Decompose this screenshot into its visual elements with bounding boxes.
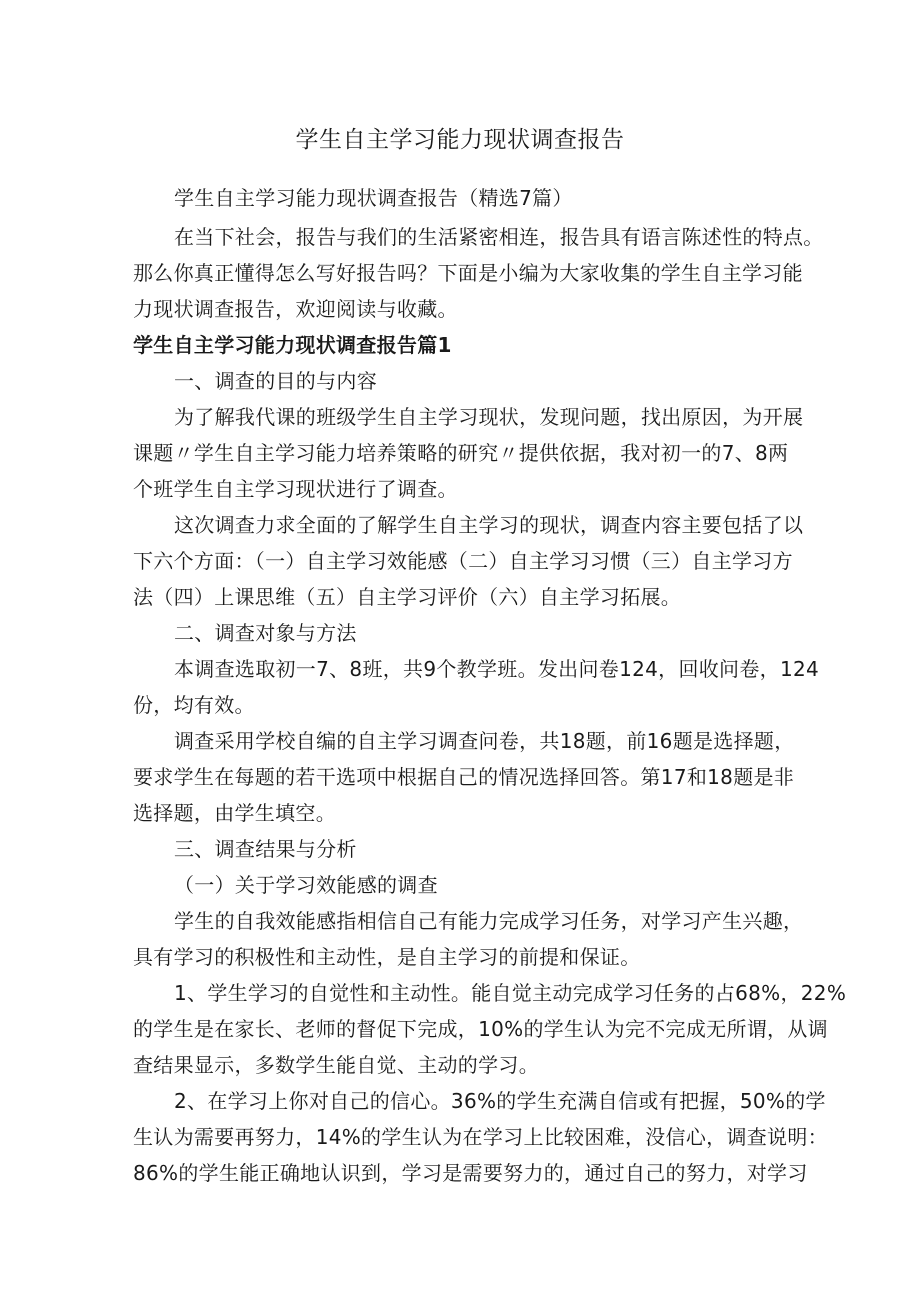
paragraph-line: 法（四）上课思维（五）自主学习评价（六）自主学习拓展。 [133,585,682,609]
paragraph-line: 力现状调查报告，欢迎阅读与收藏。 [133,297,458,321]
paragraph-line: 选择题，由学生填空。 [133,801,336,825]
paragraph-line: 要求学生在每题的若干选项中根据自己的情况选择回答。第17和18题是非 [133,765,795,789]
paragraph-line: 1、学生学习的自觉性和主动性。能自觉主动完成学习任务的占68%，22% [174,981,847,1005]
paragraph-line: 查结果显示，多数学生能自觉、主动的学习。 [133,1053,539,1077]
subtitle-line: 学生自主学习能力现状调查报告（精选7篇） [174,186,573,210]
paragraph-line: 的学生是在家长、老师的督促下完成，10%的学生认为完不完成无所谓，从调 [133,1017,828,1041]
paragraph-line: 调查采用学校自编的自主学习调查问卷，共18题，前16题是选择题， [174,729,795,753]
paragraph-line: 本调查选取初一7、8班，共9个教学班。发出问卷124，回收问卷，124 [174,657,820,681]
paragraph-line: 这次调查力求全面的了解学生自主学习的现状，调查内容主要包括了以 [174,513,804,537]
paragraph-line: 下六个方面：（一）自主学习效能感（二）自主学习习惯（三）自主学习方 [133,549,793,573]
subheading-line: （一）关于学习效能感的调查 [174,873,438,897]
paragraph-line: 课题〃学生自主学习能力培养策略的研究〃提供依据，我对初一的7、8两 [133,441,789,465]
paragraph-line: 生认为需要再努力，14%的学生认为在学习上比较困难，没信心，调查说明： [133,1125,828,1149]
paragraph-line: 个班学生自主学习现状进行了调查。 [133,477,458,501]
paragraph-line: 为了解我代课的班级学生自主学习现状，发现问题，找出原因，为开展 [174,405,804,429]
paragraph-line: 86%的学生能正确地认识到，学习是需要努力的，通过自己的努力，对学习 [133,1161,808,1185]
document-title: 学生自主学习能力现状调查报告 [295,127,625,153]
section-heading: 学生自主学习能力现状调查报告篇1 [133,333,452,357]
subheading-line: 一、调查的目的与内容 [174,369,377,393]
subheading-line: 二、调查对象与方法 [174,621,357,645]
paragraph-line: 学生的自我效能感指相信自己有能力完成学习任务，对学习产生兴趣， [174,909,804,933]
paragraph-line: 那么你真正懂得怎么写好报告吗？下面是小编为大家收集的学生自主学习能 [133,261,803,285]
paragraph-line: 2、在学习上你对自己的信心。36%的学生充满自信或有把握，50%的学 [174,1089,826,1113]
paragraph-line: 在当下社会，报告与我们的生活紧密相连，报告具有语言陈述性的特点。 [174,225,824,249]
paragraph-line: 份，均有效。 [133,693,255,717]
subheading-line: 三、调查结果与分析 [174,837,357,861]
paragraph-line: 具有学习的积极性和主动性，是自主学习的前提和保证。 [133,945,641,969]
